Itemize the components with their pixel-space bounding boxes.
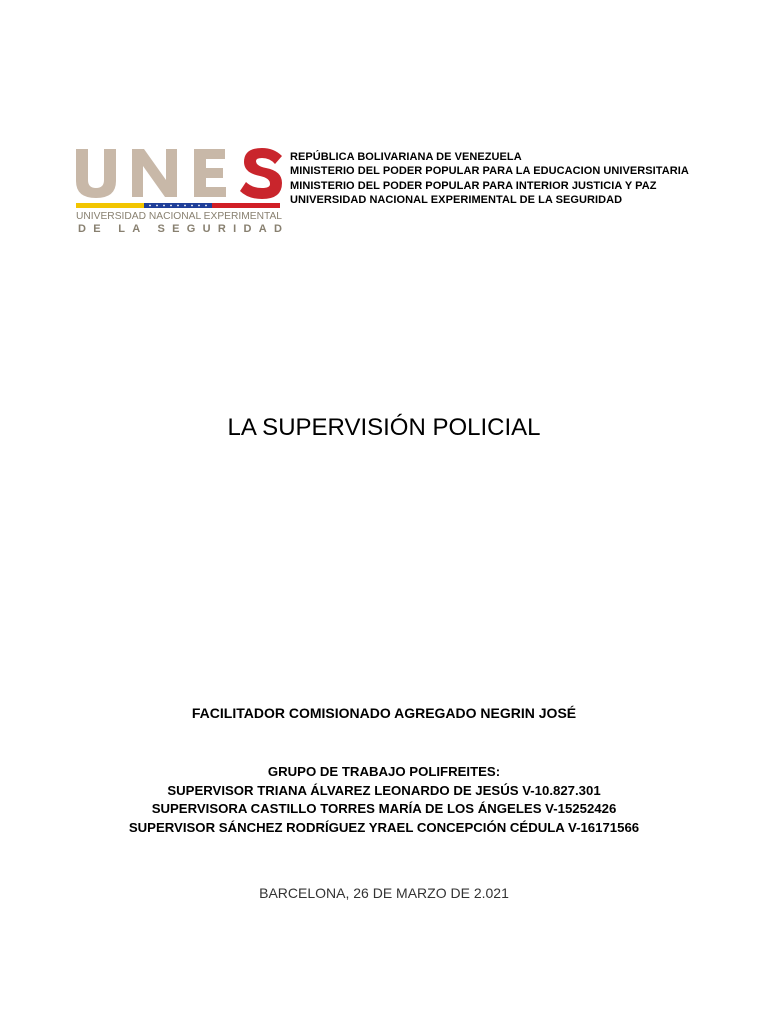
place-date: BARCELONA, 26 DE MARZO DE 2.021 [259,885,509,901]
group-heading: GRUPO DE TRABAJO POLIFREITES: [267,764,501,779]
group-member: SUPERVISOR TRIANA ÁLVAREZ LEONARDO DE JESÚS V-10.827.301 [167,782,601,798]
header-line-ministry-interior: MINISTERIO DEL PODER POPULAR PARA INTERIOR JUSTICIA Y PAZ [290,179,657,192]
header-line-ministry-education: MINISTERIO DEL PODER POPULAR PARA LA EDUCACION UNIVERSITARIA [290,165,689,178]
logo-tagline-1: UNIVERSIDAD NACIONAL EXPERIMENTAL [76,211,283,222]
institution-header [290,150,730,207]
group-member: SUPERVISORA CASTILLO TORRES MARÍA DE LOS ÁNGELES V-15252426 [151,801,617,816]
unes-logo [74,146,288,236]
facilitator-line: FACILITADOR COMISIONADO AGREGADO NEGRIN JOSÉ [191,705,577,721]
document-title: LA SUPERVISIÓN POLICIAL [227,414,541,441]
unes-logo-graphic [74,146,288,236]
group-member: SUPERVISOR SÁNCHEZ RODRÍGUEZ YRAEL CONCEPCIÓN CÉDULA V-16171566 [128,819,640,835]
logo-tagline-2: DE LA SEGURIDAD [78,223,282,235]
header-line-republic: REPÚBLICA BOLIVARIANA DE VENEZUELA [290,151,522,163]
header-line-university: UNIVERSIDAD NACIONAL EXPERIMENTAL DE LA SEGURIDAD [290,193,623,206]
work-group [0,763,768,837]
